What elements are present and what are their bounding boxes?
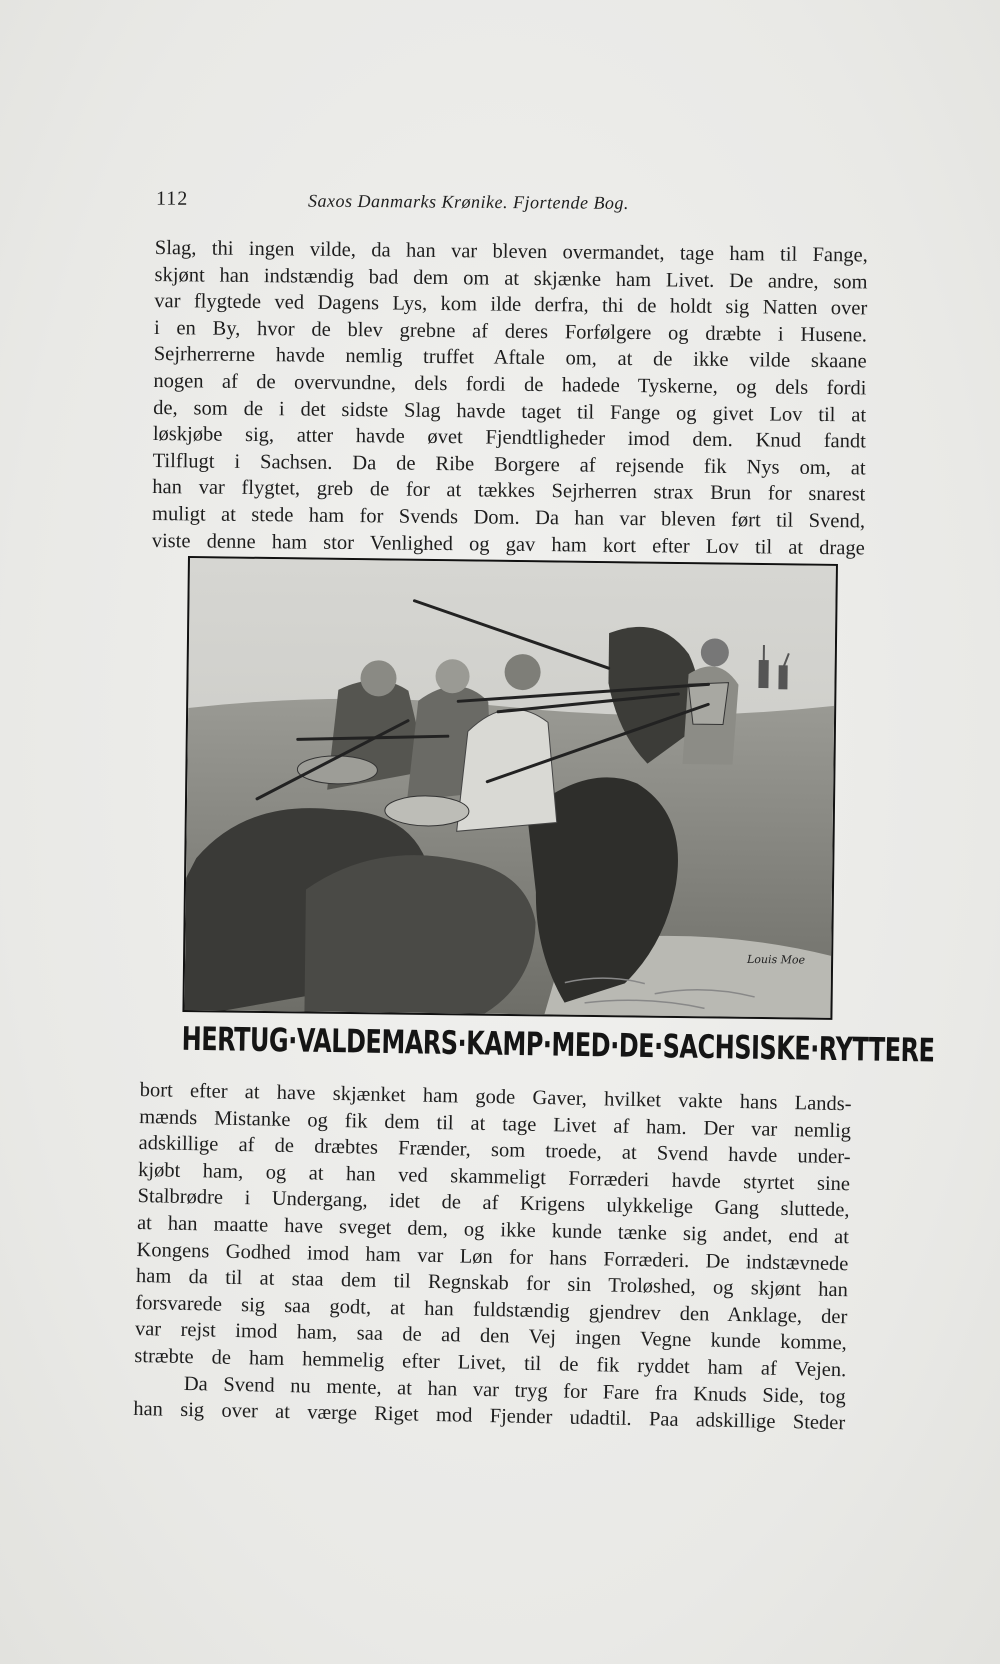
text-line: forsvarede sig saa godt, at han fuldstændig gjendrev den Anklage, der: [135, 1291, 848, 1328]
battle-illustration: [182, 556, 838, 1020]
text-line: adskillige af de dræbtes Frænder, som troede, at Svend havde under-: [138, 1132, 851, 1169]
text-line: løskjøbe sig, atter havde øvet Fjendtligheder imod dem. Knud fandt: [152, 423, 866, 453]
text-line: bort efter at have skjænket ham gode Gaver, hvilket vakte hans Lands-: [139, 1078, 852, 1116]
text-line: i en By, hvor de blev grebne af deres Forfølgere og dræbte i Husene.: [153, 316, 868, 347]
text-line: han var flygtet, greb de for at tækkes Sejrherren strax Brun for snarest: [152, 476, 866, 506]
text-line: at han maatte have sveget dem, og ikke kunde tænke sig andet, end at: [136, 1211, 850, 1249]
page-header: [156, 188, 846, 223]
text-line: var flygtede ved Dagens Lys, kom ilde derfra, thi de holdt sig Natten over: [154, 290, 868, 320]
text-line: kjøbt ham, og at han ved skammeligt Forræderi havde styrtet sine: [137, 1158, 851, 1196]
artist-signature: Louis Moe: [746, 952, 806, 967]
text-line: skjønt han indstændig bad dem om at skjænke ham Livet. De andre, som: [154, 263, 868, 294]
text-line: han sig over at værge Riget mod Fjender udadtil. Paa adskillige Steder: [133, 1398, 846, 1435]
page-number: 112: [155, 187, 189, 210]
text-block-top: [152, 235, 868, 562]
text-line: Sejrherrerne havde nemlig truffet Aftale om, at de ikke vilde skaane: [153, 343, 867, 373]
text-line: ham da til at staa dem til Regnskab for sin Troløshed, og skjønt han: [135, 1265, 849, 1302]
text-block-bottom: [133, 1077, 852, 1437]
text-line: Kongens Godhed imod ham var Løn for hans Forræderi. De indstævnede: [136, 1238, 849, 1275]
text-line: Tilflugt i Sachsen. Da de Ribe Borgere af rejsende fik Nys om, at: [152, 449, 866, 480]
text-line: var rejst imod ham, saa de ad den Vej ingen Vegne kunde komme,: [134, 1318, 848, 1355]
text-line: de, som de i det sidste Slag havde taget til Fange og givet Lov til at: [153, 396, 867, 427]
text-line: Slag, thi ingen vilde, da han var bleven overmandet, tage ham til Fange,: [154, 236, 868, 267]
running-title: Saxos Danmarks Krønike. Fjortende Bog.: [307, 190, 630, 213]
text-line: viste denne ham stor Venlighed og gav ham kort efter Lov til at drage: [151, 529, 865, 559]
text-line: Da Svend nu mente, at han var tryg for Fare fra Knuds Side, tog: [183, 1372, 846, 1408]
illustration-caption: HERTUG·VALDEMARS·KAMP·MED·DE·SACHSISKE·RYTTERE: [181, 1020, 935, 1070]
text-line: stræbte de ham hemmelig efter Livet, til de fik ryddet ham af Vejen.: [134, 1344, 847, 1382]
text-line: mænds Mistanke og fik dem til at tage Livet af ham. Der var nemlig: [138, 1105, 852, 1142]
text-line: nogen af de overvundne, dels fordi de hadede Tyskerne, og dels fordi: [153, 369, 867, 400]
text-line: Stalbrødre i Undergang, idet de af Krigens ulykkelige Gang sluttede,: [137, 1185, 850, 1222]
text-line: muligt at stede ham for Svends Dom. Da han var bleven ført til Svend,: [151, 502, 866, 533]
